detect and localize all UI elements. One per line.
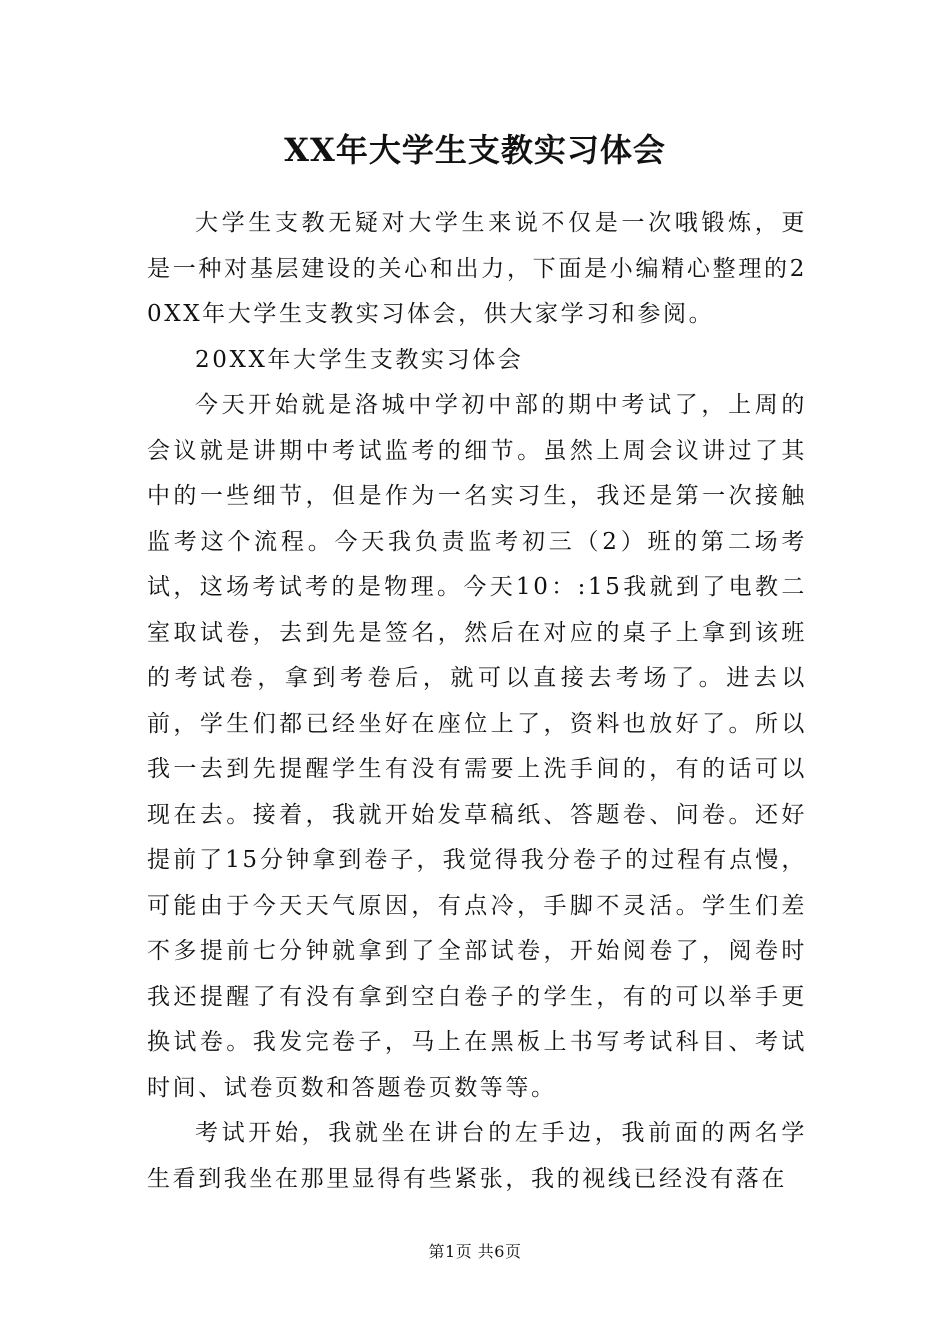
page-number-footer: 第1页 共6页 xyxy=(428,1242,522,1261)
paragraph-exam-start: 考试开始，我就坐在讲台的左手边，我前面的两名学生看到我坐在那里显得有些紧张，我的视线已经没有落在 xyxy=(147,1120,807,1192)
paragraph-intro: 大学生支教无疑对大学生来说不仅是一次哦锻炼，更是一种对基层建设的关心和出力，下面是小编精心整理的20XX年大学生支教实习体会，供大家学习和参阅。 xyxy=(147,210,807,327)
paragraph-subtitle: 20XX年大学生支教实习体会 xyxy=(195,346,524,373)
document-title: XX年大学生支教实习体会 xyxy=(284,131,666,169)
paragraph-exam-day: 今天开始就是洛城中学初中部的期中考试了，上周的会议就是讲期中考试监考的细节。虽然上周会议讲过了其中的一些细节，但是作为一名实习生，我还是第一次接触监考这个流程。今天我负责监考初三（2）班的第二场考试，这场考试考的是物理。今天10：:15我就到了电教二室取试卷，去到先是签名，然后在对应的桌子上拿到该班的考试卷，拿到考卷后，就可以直接去考场了。进去以前，学生们都已经坐好在座位上了，资料也放好了。所以我一去到先提醒学生有没有需要上洗手间的，有的话可以现在去。接着，我就开始发草稿纸、答题卷、问卷。还好提前了15分钟拿到卷子，我觉得我分卷子的过程有点慢，可能由于今天天气原因，有点冷，手脚不灵活。学生们差不多提前七分钟就拿到了全部试卷，开始阅卷了，阅卷时我还提醒了有没有拿到空白卷子的学生，有的可以举手更换试卷。我发完卷子，马上在黑板上书写考试科目、考试时间、试卷页数和答题卷页数等等。 xyxy=(147,392,807,1101)
document-body xyxy=(147,201,807,1202)
